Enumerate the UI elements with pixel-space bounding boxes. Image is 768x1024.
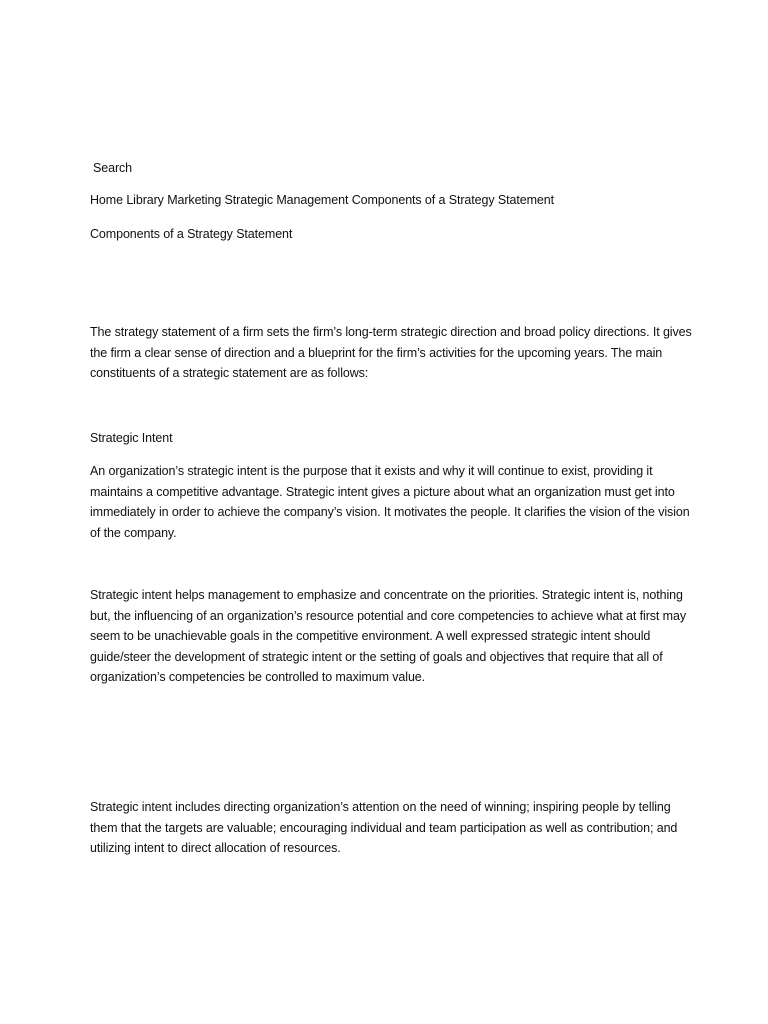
section-heading: Strategic Intent (90, 431, 173, 445)
paragraph-1: An organization’s strategic intent is the purpose that it exists and why it will continue to exist, providing it maintains a competitive advantage. Strategic intent gives a picture about what an organization must get into immediately in order to achieve the company’s vision. It motivates the people. It clarifies the vision of the vision of the company. (90, 464, 690, 540)
intro-paragraph: The strategy statement of a firm sets the firm’s long-term strategic direction and broad policy directions. It gives the firm a clear sense of direction and a blueprint for the firm’s activities for the upcoming years. The main constituents of a strategic statement are as follows: (90, 325, 692, 381)
paragraph-2: Strategic intent helps management to emphasize and concentrate on the priorities. Strategic intent is, nothing but, the influencing of an organization’s resource potential and core competencies to achieve what at first may seem to be unachievable goals in the competitive environment. A well expressed strategic intent should guide/steer the development of strategic intent or the setting of goals and objectives that require that all of organization’s competencies be controlled to maximum value. (90, 588, 686, 685)
breadcrumb: Home Library Marketing Strategic Management Components of a Strategy Statement (90, 193, 554, 207)
search-label[interactable]: Search (93, 161, 133, 175)
paragraph-3: Strategic intent includes directing organization’s attention on the need of winning; inspiring people by telling them that the targets are valuable; encouraging individual and team participation as well as contribution; and utilizing intent to direct allocation of resources. (90, 800, 678, 856)
page-title: Components of a Strategy Statement (90, 227, 293, 241)
